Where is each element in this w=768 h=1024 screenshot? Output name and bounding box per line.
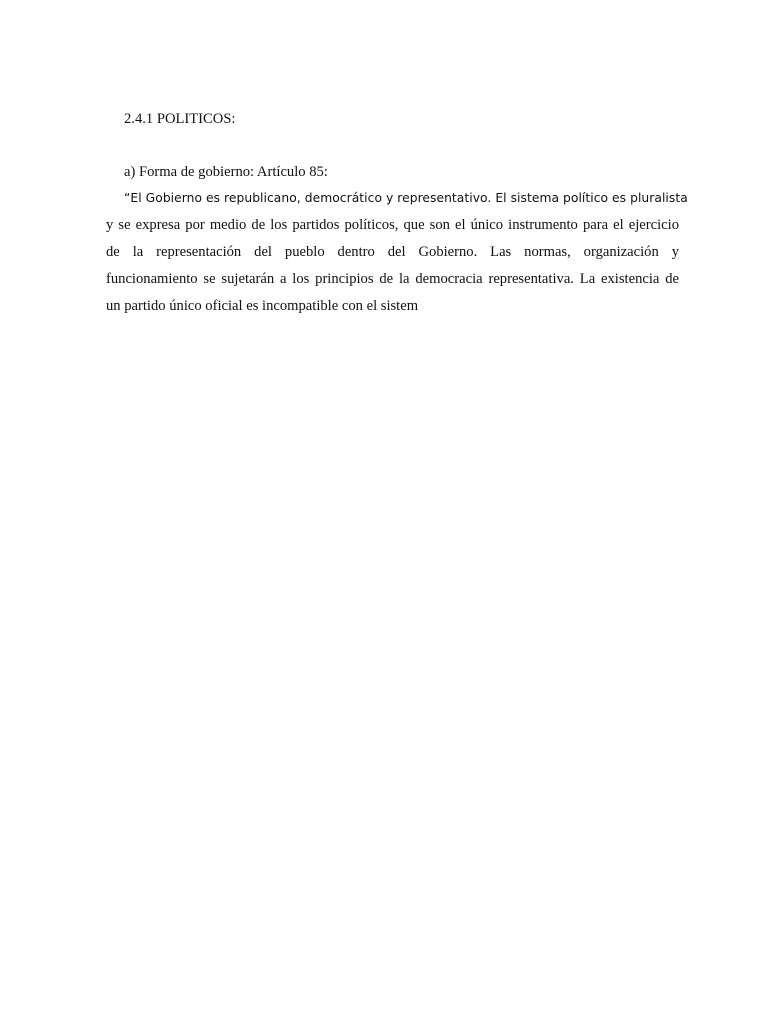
quote-line-2: y se expresa por medio de los partidos políticos, que son el único instrumento para el ejercicio [106, 217, 679, 233]
article-quote [106, 189, 688, 324]
quote-line-4: funcionamiento se sujetarán a los principios de la democracia representativa. La existencia de [106, 271, 679, 287]
quote-line-5: un partido único oficial es incompatible con el sistem [106, 298, 419, 314]
quote-line-1 [106, 189, 688, 216]
quote-line-1-tail: El sistema político es pluralista [491, 191, 688, 205]
article-subheading: a) Forma de gobierno: Artículo 85: [124, 164, 328, 180]
quote-line-3: de la representación del pueblo dentro del Gobierno. Las normas, organización y [106, 244, 679, 260]
section-heading: 2.4.1 POLITICOS: [124, 111, 236, 127]
quote-line-1-sans-fragment: “El Gobierno es republicano, democrático y representativo. [124, 191, 492, 205]
